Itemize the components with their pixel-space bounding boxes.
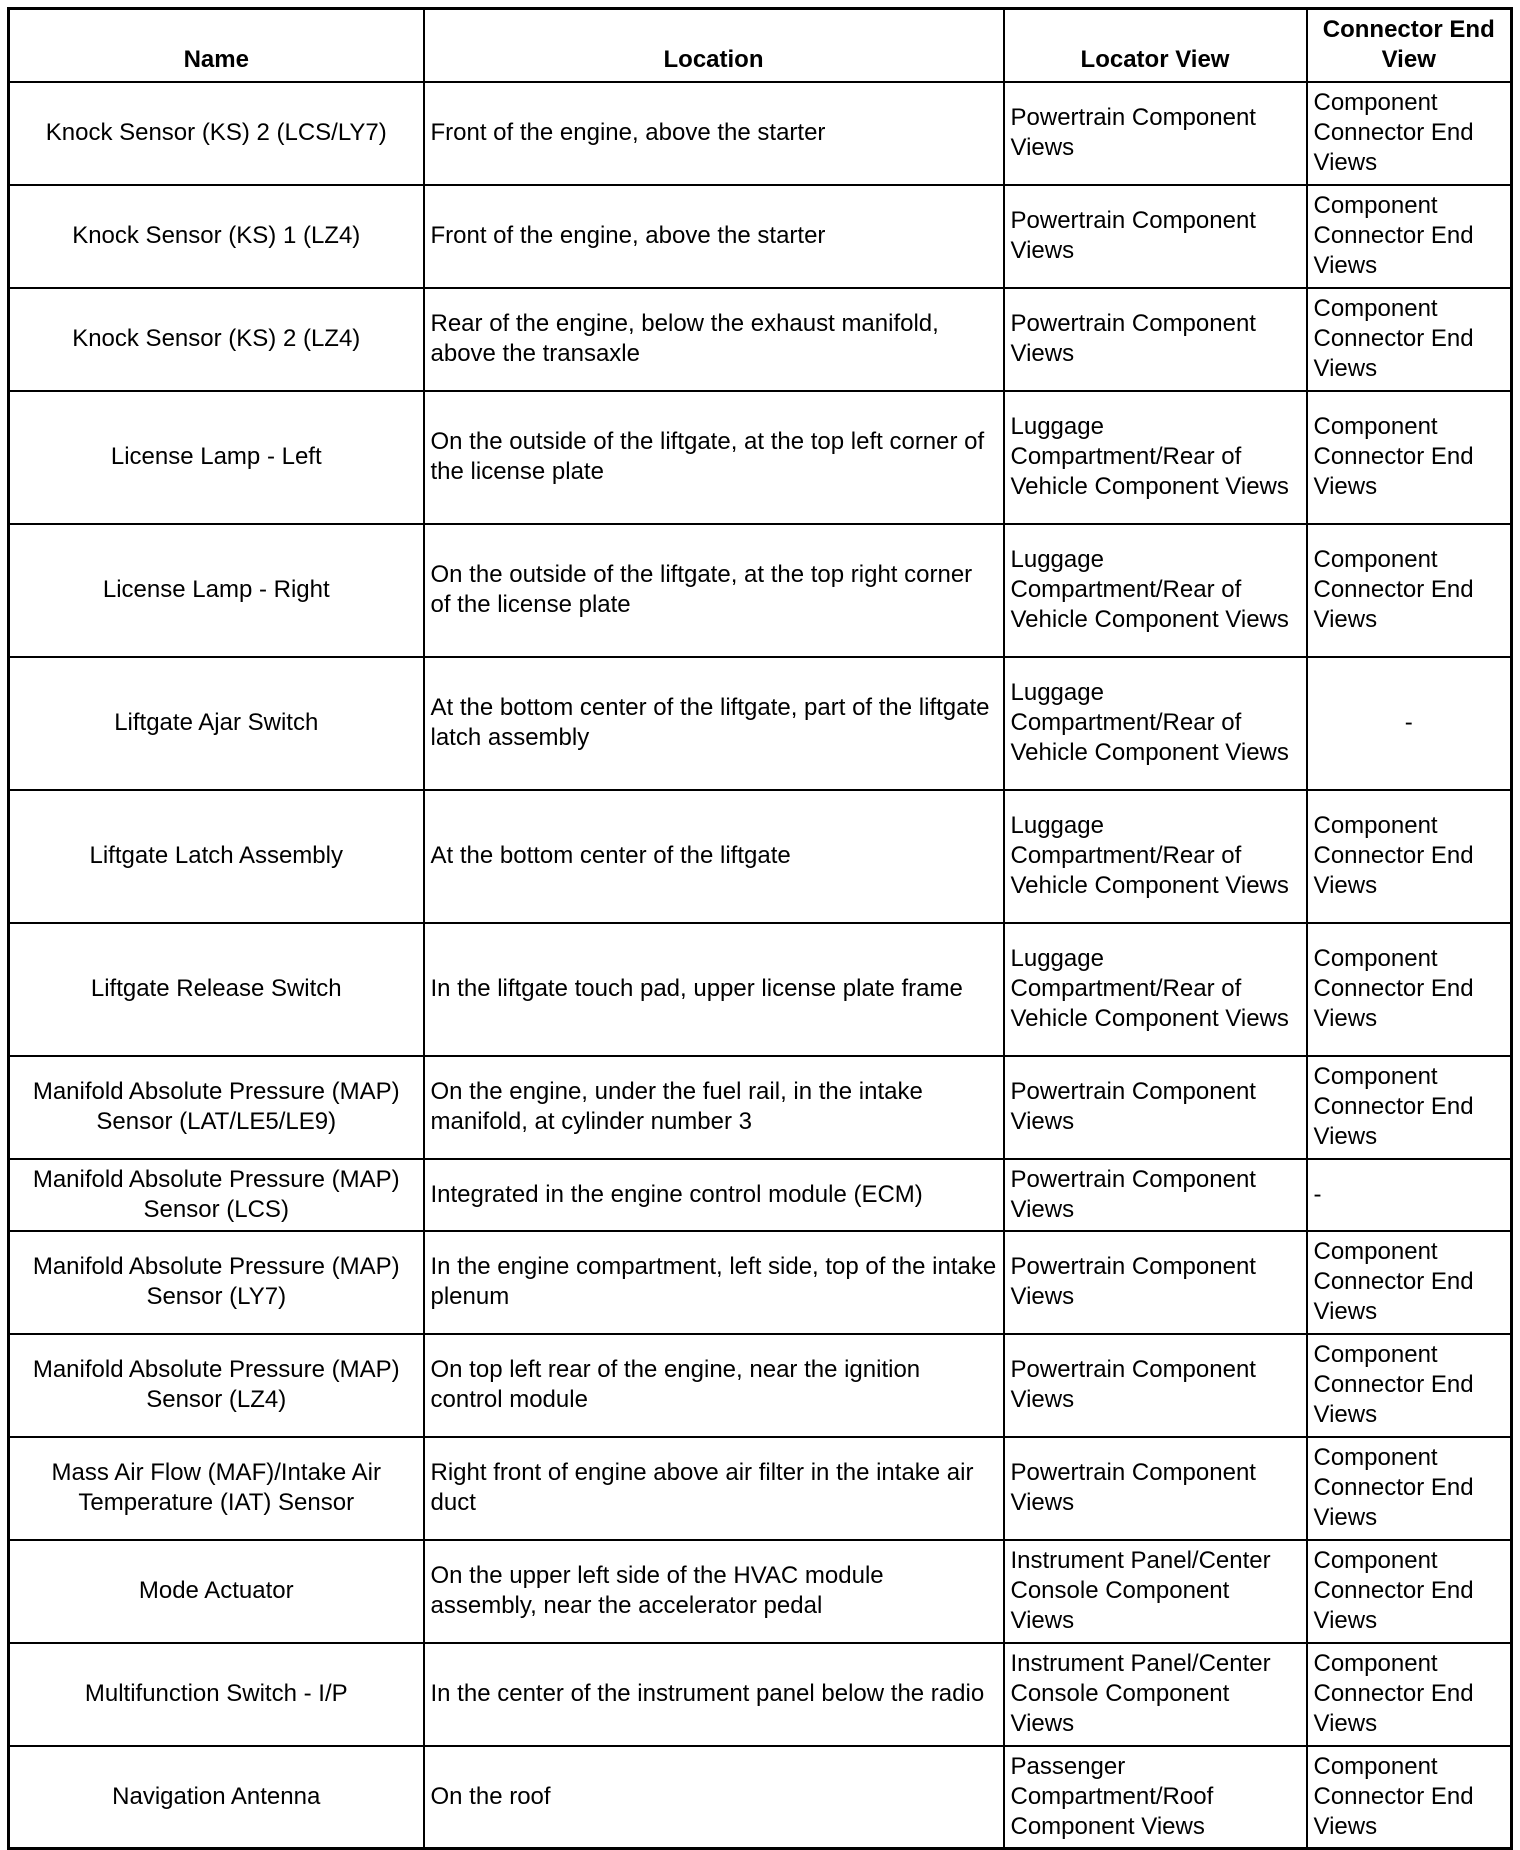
table-row: [9, 1159, 1512, 1231]
cell-connector-end-view: Component Connector End Views: [1307, 1056, 1512, 1159]
cell-connector-end-view: Component Connector End Views: [1307, 1231, 1512, 1334]
cell-locator-view: Powertrain Component Views: [1004, 288, 1307, 391]
table-row: [9, 657, 1512, 790]
cell-connector-end-view: Component Connector End Views: [1307, 1643, 1512, 1746]
cell-name: License Lamp - Right: [9, 524, 424, 657]
table-row: [9, 524, 1512, 657]
table-header-row: [9, 9, 1512, 82]
cell-location: Right front of engine above air filter in the intake air duct: [424, 1437, 1004, 1540]
cell-name: Mode Actuator: [9, 1540, 424, 1643]
cell-locator-view: Powertrain Component Views: [1004, 1334, 1307, 1437]
cell-location: In the liftgate touch pad, upper license plate frame: [424, 923, 1004, 1056]
cell-connector-end-view: Component Connector End Views: [1307, 391, 1512, 524]
cell-locator-view: Luggage Compartment/Rear of Vehicle Component Views: [1004, 923, 1307, 1056]
cell-location: On the engine, under the fuel rail, in the intake manifold, at cylinder number 3: [424, 1056, 1004, 1159]
table-row: [9, 790, 1512, 923]
cell-name: Manifold Absolute Pressure (MAP) Sensor (LAT/LE5/LE9): [9, 1056, 424, 1159]
cell-locator-view: Powertrain Component Views: [1004, 185, 1307, 288]
header-name: Name: [9, 9, 424, 82]
cell-locator-view: Instrument Panel/Center Console Component Views: [1004, 1643, 1307, 1746]
cell-name: Liftgate Latch Assembly: [9, 790, 424, 923]
cell-location: Rear of the engine, below the exhaust manifold, above the transaxle: [424, 288, 1004, 391]
cell-connector-end-view: Component Connector End Views: [1307, 923, 1512, 1056]
table-row: [9, 923, 1512, 1056]
table-row: [9, 1231, 1512, 1334]
cell-location: At the bottom center of the liftgate, part of the liftgate latch assembly: [424, 657, 1004, 790]
cell-name: Knock Sensor (KS) 2 (LZ4): [9, 288, 424, 391]
header-location: Location: [424, 9, 1004, 82]
cell-name: Mass Air Flow (MAF)/Intake Air Temperature (IAT) Sensor: [9, 1437, 424, 1540]
cell-connector-end-view: Component Connector End Views: [1307, 1334, 1512, 1437]
table-row: [9, 185, 1512, 288]
cell-name: Manifold Absolute Pressure (MAP) Sensor (LZ4): [9, 1334, 424, 1437]
cell-name: Manifold Absolute Pressure (MAP) Sensor (LCS): [9, 1159, 424, 1231]
cell-location: Front of the engine, above the starter: [424, 185, 1004, 288]
table-row: [9, 1746, 1512, 1849]
cell-connector-end-view: Component Connector End Views: [1307, 790, 1512, 923]
cell-name: Manifold Absolute Pressure (MAP) Sensor (LY7): [9, 1231, 424, 1334]
cell-connector-end-view: -: [1307, 657, 1512, 790]
table-row: [9, 1643, 1512, 1746]
table-row: [9, 288, 1512, 391]
cell-location: On the roof: [424, 1746, 1004, 1849]
cell-locator-view: Luggage Compartment/Rear of Vehicle Component Views: [1004, 391, 1307, 524]
cell-locator-view: Powertrain Component Views: [1004, 1231, 1307, 1334]
cell-connector-end-view: -: [1307, 1159, 1512, 1231]
cell-name: Knock Sensor (KS) 2 (LCS/LY7): [9, 82, 424, 185]
cell-locator-view: Luggage Compartment/Rear of Vehicle Component Views: [1004, 657, 1307, 790]
cell-location: In the engine compartment, left side, top of the intake plenum: [424, 1231, 1004, 1334]
component-locator-table: [7, 7, 1513, 1850]
cell-connector-end-view: Component Connector End Views: [1307, 1437, 1512, 1540]
cell-location: In the center of the instrument panel below the radio: [424, 1643, 1004, 1746]
cell-location: Front of the engine, above the starter: [424, 82, 1004, 185]
cell-name: Navigation Antenna: [9, 1746, 424, 1849]
table-row: [9, 82, 1512, 185]
cell-location: On the outside of the liftgate, at the top left corner of the license plate: [424, 391, 1004, 524]
cell-locator-view: Powertrain Component Views: [1004, 1056, 1307, 1159]
cell-locator-view: Powertrain Component Views: [1004, 1437, 1307, 1540]
table-row: [9, 1334, 1512, 1437]
cell-connector-end-view: Component Connector End Views: [1307, 524, 1512, 657]
cell-locator-view: Luggage Compartment/Rear of Vehicle Component Views: [1004, 790, 1307, 923]
cell-connector-end-view: Component Connector End Views: [1307, 185, 1512, 288]
table-row: [9, 1540, 1512, 1643]
cell-location: On the upper left side of the HVAC module assembly, near the accelerator pedal: [424, 1540, 1004, 1643]
table-row: [9, 1056, 1512, 1159]
cell-locator-view: Instrument Panel/Center Console Component Views: [1004, 1540, 1307, 1643]
cell-name: Liftgate Release Switch: [9, 923, 424, 1056]
header-connector-end-view: Connector End View: [1307, 9, 1512, 82]
cell-connector-end-view: Component Connector End Views: [1307, 1746, 1512, 1849]
cell-connector-end-view: Component Connector End Views: [1307, 82, 1512, 185]
cell-name: License Lamp - Left: [9, 391, 424, 524]
cell-name: Liftgate Ajar Switch: [9, 657, 424, 790]
cell-locator-view: Luggage Compartment/Rear of Vehicle Component Views: [1004, 524, 1307, 657]
cell-locator-view: Powertrain Component Views: [1004, 1159, 1307, 1231]
cell-locator-view: Powertrain Component Views: [1004, 82, 1307, 185]
cell-locator-view: Passenger Compartment/Roof Component Views: [1004, 1746, 1307, 1849]
cell-name: Knock Sensor (KS) 1 (LZ4): [9, 185, 424, 288]
cell-connector-end-view: Component Connector End Views: [1307, 288, 1512, 391]
cell-location: On top left rear of the engine, near the ignition control module: [424, 1334, 1004, 1437]
cell-connector-end-view: Component Connector End Views: [1307, 1540, 1512, 1643]
table-row: [9, 391, 1512, 524]
cell-location: At the bottom center of the liftgate: [424, 790, 1004, 923]
cell-location: Integrated in the engine control module (ECM): [424, 1159, 1004, 1231]
header-locator-view: Locator View: [1004, 9, 1307, 82]
table-row: [9, 1437, 1512, 1540]
cell-location: On the outside of the liftgate, at the top right corner of the license plate: [424, 524, 1004, 657]
cell-name: Multifunction Switch - I/P: [9, 1643, 424, 1746]
